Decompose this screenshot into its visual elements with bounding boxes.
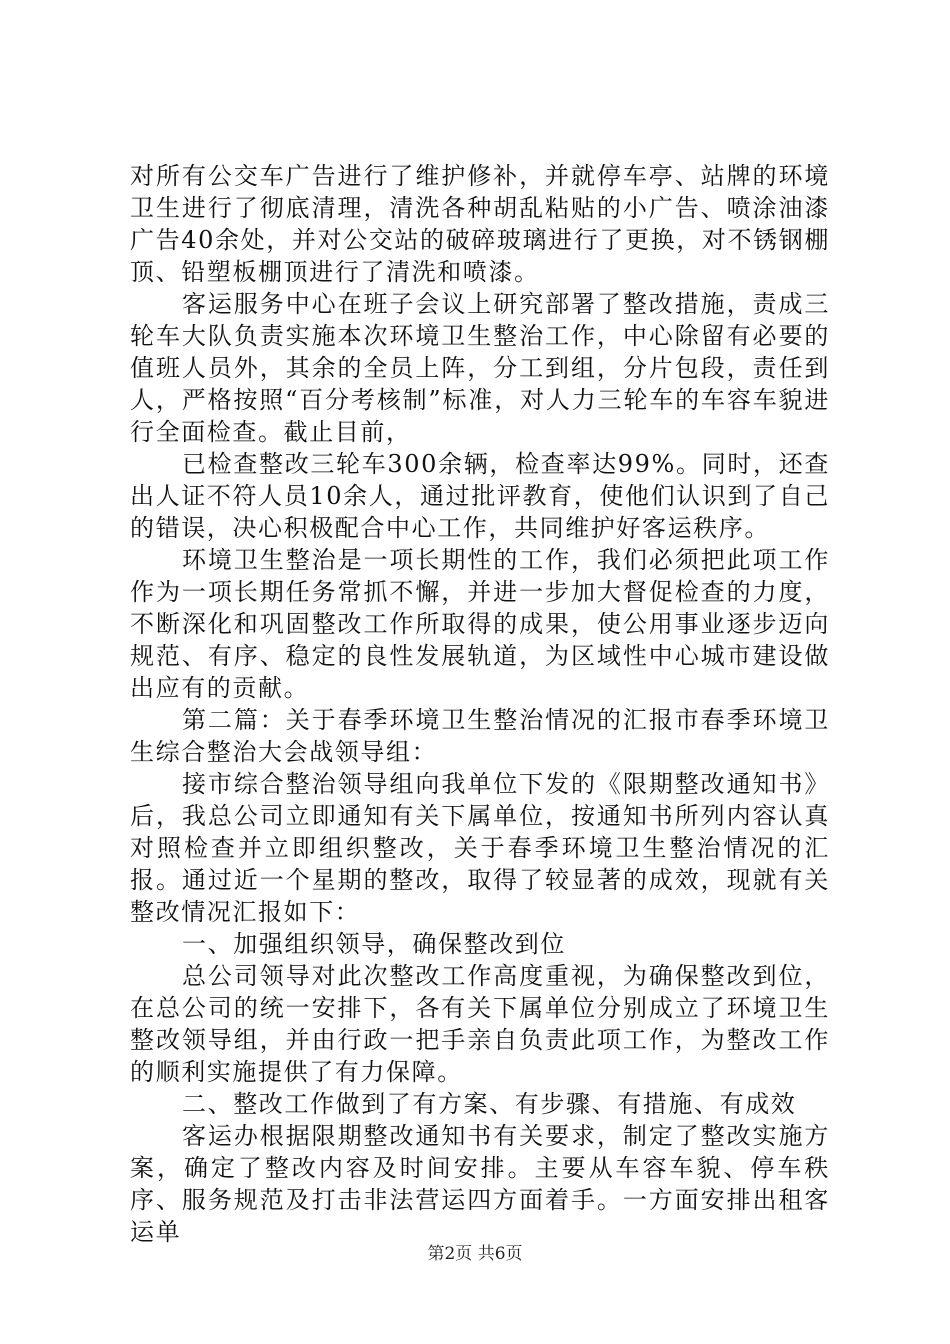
paragraph-4: 环境卫生整治是一项长期性的工作，我们必须把此项工作作为一项长期任务常抓不懈，并进一步加大督促检查的力度，不断深化和巩固整改工作所取得的成果，使公用事业逐步迈向规范、有序、稳定的良性发展轨道，为区域性中心城市建设做出应有的贡献。 [130, 546, 830, 702]
paragraph-10: 客运办根据限期整改通知书有关要求，制定了整改实施方案，确定了整改内容及时间安排。主要从车容车貌、停车秩序、服务规范及打击非法营运四方面着手。一方面安排出租客运单 [130, 1122, 830, 1246]
section-title-second-article: 第二篇：关于春季环境卫生整治情况的汇报市春季环境卫生综合整治大会战领导组： [130, 706, 830, 766]
paragraph-2: 客运服务中心在班子会议上研究部署了整改措施，责成三轮车大队负责实施本次环境卫生整治工作，中心除留有必要的值班人员外，其余的全员上阵，分工到组，分片包段，责任到人，严格按照“百分考核制”标准，对人力三轮车的车容车貌进行全面检查。截止目前， [130, 290, 830, 446]
paragraph-3: 已检查整改三轮车300余辆，检查率达99%。同时，还查出人证不符人员10余人，通过批评教育，使他们认识到了自己的错误，决心积极配合中心工作，共同维护好客运秩序。 [130, 450, 830, 542]
paragraph-6: 接市综合整治领导组向我单位下发的《限期整改通知书》后，我总公司立即通知有关下属单位，按通知书所列内容认真对照检查并立即组织整改，关于春季环境卫生整治情况的汇报。通过近一个星期的整改，取得了较显著的成效，现就有关整改情况汇报如下： [130, 770, 830, 926]
document-body [130, 160, 830, 1248]
paragraph-8: 总公司领导对此次整改工作高度重视，为确保整改到位，在总公司的统一安排下，各有关下属单位分别成立了环境卫生整改领导组，并由行政一把手亲自负责此项工作，为整改工作的顺利实施提供了有力保障。 [130, 962, 830, 1086]
page-number-footer: 第2页 共6页 [427, 1244, 523, 1264]
heading-section-one: 一、加强组织领导，确保整改到位 [182, 930, 566, 958]
paragraph-1: 对所有公交车广告进行了维护修补，并就停车亭、站牌的环境卫生进行了彻底清理，清洗各种胡乱粘贴的小广告、喷涂油漆广告40余处，并对公交站的破碎玻璃进行了更换，对不锈钢棚顶、铅塑板棚顶进行了清洗和喷漆。 [130, 162, 830, 286]
heading-section-two: 二、整改工作做到了有方案、有步骤、有措施、有成效 [182, 1090, 797, 1118]
